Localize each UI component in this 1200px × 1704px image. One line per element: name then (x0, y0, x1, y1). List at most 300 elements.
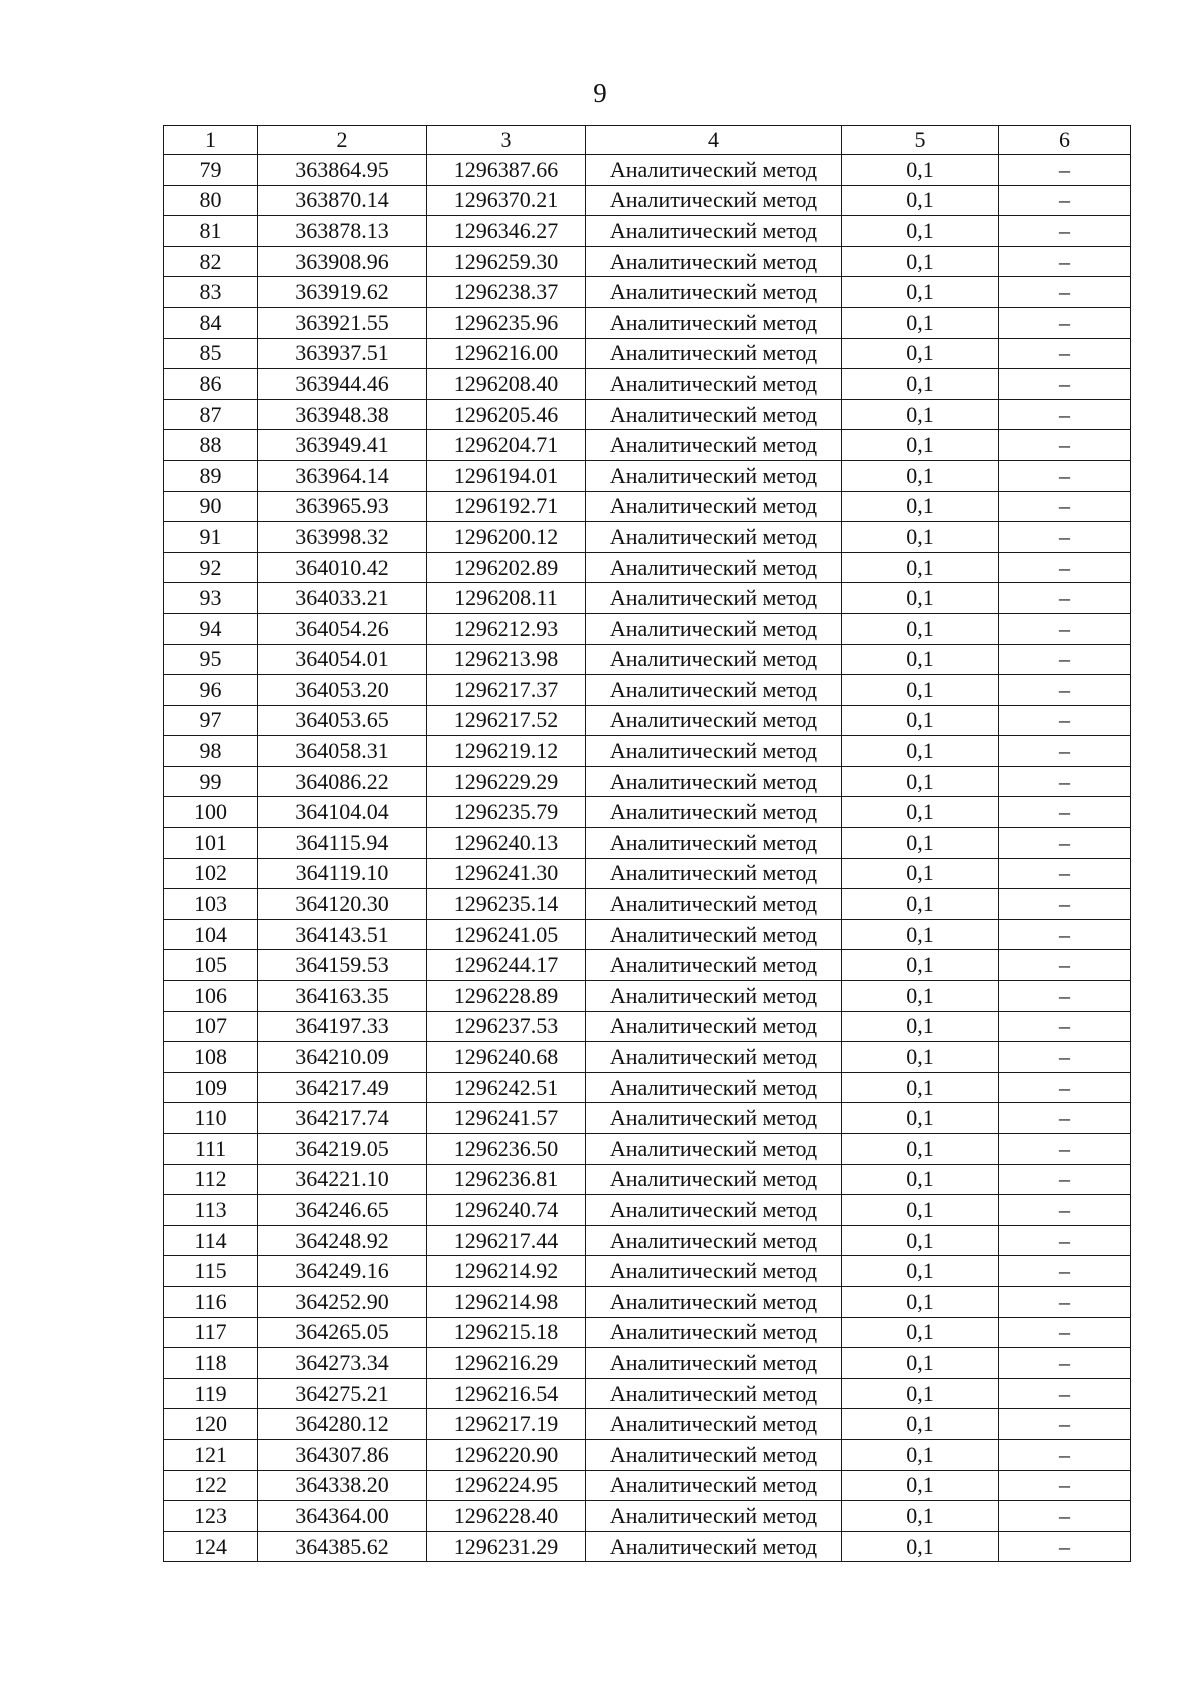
method-cell: Аналитический метод (586, 277, 842, 308)
x-coordinate-cell: 364307.86 (258, 1439, 427, 1470)
point-number-cell: 120 (164, 1409, 258, 1440)
point-number-cell: 102 (164, 858, 258, 889)
y-coordinate-cell: 1296241.05 (427, 919, 586, 950)
point-number-cell: 80 (164, 185, 258, 216)
note-cell: – (999, 1470, 1131, 1501)
x-coordinate-cell: 364053.20 (258, 675, 427, 706)
table-row (164, 522, 1131, 553)
accuracy-cell: 0,1 (842, 889, 999, 920)
x-coordinate-cell: 364252.90 (258, 1286, 427, 1317)
y-coordinate-cell: 1296208.40 (427, 369, 586, 400)
table-row (164, 736, 1131, 767)
y-coordinate-cell: 1296216.00 (427, 338, 586, 369)
accuracy-cell: 0,1 (842, 430, 999, 461)
y-coordinate-cell: 1296205.46 (427, 399, 586, 430)
point-number-cell: 95 (164, 644, 258, 675)
method-cell: Аналитический метод (586, 1317, 842, 1348)
x-coordinate-cell: 364197.33 (258, 1011, 427, 1042)
method-cell: Аналитический метод (586, 155, 842, 186)
y-coordinate-cell: 1296387.66 (427, 155, 586, 186)
x-coordinate-cell: 364033.21 (258, 583, 427, 614)
note-cell: – (999, 246, 1131, 277)
table-body (164, 155, 1131, 1562)
note-cell: – (999, 613, 1131, 644)
x-coordinate-cell: 363864.95 (258, 155, 427, 186)
point-number-cell: 88 (164, 430, 258, 461)
x-coordinate-cell: 364221.10 (258, 1164, 427, 1195)
x-coordinate-cell: 364249.16 (258, 1256, 427, 1287)
note-cell: – (999, 1409, 1131, 1440)
note-cell: – (999, 858, 1131, 889)
y-coordinate-cell: 1296259.30 (427, 246, 586, 277)
note-cell: – (999, 185, 1131, 216)
point-number-cell: 124 (164, 1531, 258, 1562)
y-coordinate-cell: 1296241.57 (427, 1103, 586, 1134)
x-coordinate-cell: 364280.12 (258, 1409, 427, 1440)
table-row (164, 889, 1131, 920)
x-coordinate-cell: 363921.55 (258, 307, 427, 338)
y-coordinate-cell: 1296200.12 (427, 522, 586, 553)
note-cell: – (999, 1225, 1131, 1256)
x-coordinate-cell: 364054.01 (258, 644, 427, 675)
accuracy-cell: 0,1 (842, 185, 999, 216)
table-row (164, 981, 1131, 1012)
page-number: 9 (593, 78, 607, 108)
x-coordinate-cell: 364086.22 (258, 766, 427, 797)
point-number-cell: 100 (164, 797, 258, 828)
accuracy-cell: 0,1 (842, 1164, 999, 1195)
column-header: 5 (842, 126, 999, 155)
y-coordinate-cell: 1296213.98 (427, 644, 586, 675)
note-cell: – (999, 1072, 1131, 1103)
method-cell: Аналитический метод (586, 1042, 842, 1073)
table-row (164, 1348, 1131, 1379)
method-cell: Аналитический метод (586, 919, 842, 950)
point-number-cell: 99 (164, 766, 258, 797)
table-row (164, 644, 1131, 675)
x-coordinate-cell: 364217.74 (258, 1103, 427, 1134)
accuracy-cell: 0,1 (842, 246, 999, 277)
x-coordinate-cell: 363998.32 (258, 522, 427, 553)
table-row (164, 705, 1131, 736)
accuracy-cell: 0,1 (842, 1409, 999, 1440)
y-coordinate-cell: 1296346.27 (427, 216, 586, 247)
method-cell: Аналитический метод (586, 766, 842, 797)
accuracy-cell: 0,1 (842, 1103, 999, 1134)
point-number-cell: 112 (164, 1164, 258, 1195)
table-row (164, 277, 1131, 308)
point-number-cell: 86 (164, 369, 258, 400)
accuracy-cell: 0,1 (842, 1348, 999, 1379)
table-row (164, 460, 1131, 491)
method-cell: Аналитический метод (586, 307, 842, 338)
point-number-cell: 110 (164, 1103, 258, 1134)
table-row (164, 369, 1131, 400)
point-number-cell: 94 (164, 613, 258, 644)
note-cell: – (999, 828, 1131, 859)
note-cell: – (999, 216, 1131, 247)
method-cell: Аналитический метод (586, 981, 842, 1012)
method-cell: Аналитический метод (586, 522, 842, 553)
table-row (164, 1317, 1131, 1348)
y-coordinate-cell: 1296219.12 (427, 736, 586, 767)
y-coordinate-cell: 1296370.21 (427, 185, 586, 216)
y-coordinate-cell: 1296244.17 (427, 950, 586, 981)
table-row (164, 1011, 1131, 1042)
x-coordinate-cell: 364273.34 (258, 1348, 427, 1379)
x-coordinate-cell: 364219.05 (258, 1134, 427, 1165)
y-coordinate-cell: 1296214.98 (427, 1286, 586, 1317)
table-row (164, 1164, 1131, 1195)
x-coordinate-cell: 363919.62 (258, 277, 427, 308)
method-cell: Аналитический метод (586, 858, 842, 889)
note-cell: – (999, 1348, 1131, 1379)
accuracy-cell: 0,1 (842, 797, 999, 828)
y-coordinate-cell: 1296208.11 (427, 583, 586, 614)
accuracy-cell: 0,1 (842, 705, 999, 736)
method-cell: Аналитический метод (586, 613, 842, 644)
point-number-cell: 98 (164, 736, 258, 767)
note-cell: – (999, 1317, 1131, 1348)
point-number-cell: 108 (164, 1042, 258, 1073)
accuracy-cell: 0,1 (842, 522, 999, 553)
point-number-cell: 82 (164, 246, 258, 277)
note-cell: – (999, 1134, 1131, 1165)
y-coordinate-cell: 1296240.74 (427, 1195, 586, 1226)
method-cell: Аналитический метод (586, 644, 842, 675)
note-cell: – (999, 1042, 1131, 1073)
accuracy-cell: 0,1 (842, 675, 999, 706)
y-coordinate-cell: 1296216.54 (427, 1378, 586, 1409)
method-cell: Аналитический метод (586, 338, 842, 369)
x-coordinate-cell: 364246.65 (258, 1195, 427, 1226)
method-cell: Аналитический метод (586, 216, 842, 247)
y-coordinate-cell: 1296235.96 (427, 307, 586, 338)
note-cell: – (999, 1439, 1131, 1470)
method-cell: Аналитический метод (586, 1348, 842, 1379)
coordinates-table (163, 125, 1131, 1562)
y-coordinate-cell: 1296236.50 (427, 1134, 586, 1165)
y-coordinate-cell: 1296217.19 (427, 1409, 586, 1440)
point-number-cell: 93 (164, 583, 258, 614)
accuracy-cell: 0,1 (842, 1042, 999, 1073)
note-cell: – (999, 1286, 1131, 1317)
point-number-cell: 103 (164, 889, 258, 920)
y-coordinate-cell: 1296241.30 (427, 858, 586, 889)
x-coordinate-cell: 364010.42 (258, 552, 427, 583)
point-number-cell: 115 (164, 1256, 258, 1287)
point-number-cell: 91 (164, 522, 258, 553)
x-coordinate-cell: 364119.10 (258, 858, 427, 889)
x-coordinate-cell: 363949.41 (258, 430, 427, 461)
accuracy-cell: 0,1 (842, 613, 999, 644)
note-cell: – (999, 399, 1131, 430)
table-row (164, 675, 1131, 706)
method-cell: Аналитический метод (586, 185, 842, 216)
point-number-cell: 106 (164, 981, 258, 1012)
note-cell: – (999, 338, 1131, 369)
point-number-cell: 117 (164, 1317, 258, 1348)
x-coordinate-cell: 364143.51 (258, 919, 427, 950)
table-row (164, 1470, 1131, 1501)
method-cell: Аналитический метод (586, 1286, 842, 1317)
y-coordinate-cell: 1296192.71 (427, 491, 586, 522)
method-cell: Аналитический метод (586, 1409, 842, 1440)
x-coordinate-cell: 364217.49 (258, 1072, 427, 1103)
table-row (164, 338, 1131, 369)
column-header: 3 (427, 126, 586, 155)
point-number-cell: 105 (164, 950, 258, 981)
accuracy-cell: 0,1 (842, 583, 999, 614)
method-cell: Аналитический метод (586, 1531, 842, 1562)
table-row (164, 491, 1131, 522)
table-row (164, 1103, 1131, 1134)
method-cell: Аналитический метод (586, 1225, 842, 1256)
method-cell: Аналитический метод (586, 1439, 842, 1470)
table-row (164, 1256, 1131, 1287)
method-cell: Аналитический метод (586, 797, 842, 828)
column-header: 2 (258, 126, 427, 155)
point-number-cell: 122 (164, 1470, 258, 1501)
note-cell: – (999, 1501, 1131, 1532)
x-coordinate-cell: 364265.05 (258, 1317, 427, 1348)
note-cell: – (999, 522, 1131, 553)
method-cell: Аналитический метод (586, 889, 842, 920)
point-number-cell: 119 (164, 1378, 258, 1409)
method-cell: Аналитический метод (586, 705, 842, 736)
point-number-cell: 104 (164, 919, 258, 950)
accuracy-cell: 0,1 (842, 1072, 999, 1103)
point-number-cell: 92 (164, 552, 258, 583)
method-cell: Аналитический метод (586, 1134, 842, 1165)
table-row (164, 766, 1131, 797)
table-row (164, 246, 1131, 277)
x-coordinate-cell: 363948.38 (258, 399, 427, 430)
table-row (164, 216, 1131, 247)
accuracy-cell: 0,1 (842, 1501, 999, 1532)
y-coordinate-cell: 1296229.29 (427, 766, 586, 797)
note-cell: – (999, 1195, 1131, 1226)
x-coordinate-cell: 364338.20 (258, 1470, 427, 1501)
note-cell: – (999, 277, 1131, 308)
method-cell: Аналитический метод (586, 491, 842, 522)
point-number-cell: 113 (164, 1195, 258, 1226)
y-coordinate-cell: 1296240.13 (427, 828, 586, 859)
x-coordinate-cell: 364364.00 (258, 1501, 427, 1532)
table-row (164, 1531, 1131, 1562)
method-cell: Аналитический метод (586, 460, 842, 491)
point-number-cell: 118 (164, 1348, 258, 1379)
table-row (164, 1409, 1131, 1440)
table-row (164, 858, 1131, 889)
y-coordinate-cell: 1296242.51 (427, 1072, 586, 1103)
accuracy-cell: 0,1 (842, 1378, 999, 1409)
note-cell: – (999, 307, 1131, 338)
note-cell: – (999, 705, 1131, 736)
table-row (164, 583, 1131, 614)
accuracy-cell: 0,1 (842, 1011, 999, 1042)
note-cell: – (999, 1256, 1131, 1287)
x-coordinate-cell: 364248.92 (258, 1225, 427, 1256)
accuracy-cell: 0,1 (842, 766, 999, 797)
x-coordinate-cell: 363964.14 (258, 460, 427, 491)
point-number-cell: 109 (164, 1072, 258, 1103)
y-coordinate-cell: 1296235.79 (427, 797, 586, 828)
accuracy-cell: 0,1 (842, 1225, 999, 1256)
point-number-cell: 121 (164, 1439, 258, 1470)
x-coordinate-cell: 364054.26 (258, 613, 427, 644)
note-cell: – (999, 491, 1131, 522)
point-number-cell: 101 (164, 828, 258, 859)
table-row (164, 155, 1131, 186)
note-cell: – (999, 950, 1131, 981)
point-number-cell: 81 (164, 216, 258, 247)
accuracy-cell: 0,1 (842, 950, 999, 981)
table-row (164, 1042, 1131, 1073)
column-header: 6 (999, 126, 1131, 155)
table-row (164, 399, 1131, 430)
table-row (164, 1134, 1131, 1165)
y-coordinate-cell: 1296194.01 (427, 460, 586, 491)
y-coordinate-cell: 1296236.81 (427, 1164, 586, 1195)
table-row (164, 1439, 1131, 1470)
accuracy-cell: 0,1 (842, 307, 999, 338)
note-cell: – (999, 675, 1131, 706)
y-coordinate-cell: 1296228.40 (427, 1501, 586, 1532)
accuracy-cell: 0,1 (842, 369, 999, 400)
note-cell: – (999, 430, 1131, 461)
note-cell: – (999, 889, 1131, 920)
table-header-row (164, 126, 1131, 155)
y-coordinate-cell: 1296238.37 (427, 277, 586, 308)
x-coordinate-cell: 363870.14 (258, 185, 427, 216)
accuracy-cell: 0,1 (842, 460, 999, 491)
accuracy-cell: 0,1 (842, 552, 999, 583)
x-coordinate-cell: 363937.51 (258, 338, 427, 369)
method-cell: Аналитический метод (586, 430, 842, 461)
note-cell: – (999, 1531, 1131, 1562)
y-coordinate-cell: 1296240.68 (427, 1042, 586, 1073)
y-coordinate-cell: 1296217.44 (427, 1225, 586, 1256)
y-coordinate-cell: 1296216.29 (427, 1348, 586, 1379)
x-coordinate-cell: 363944.46 (258, 369, 427, 400)
table-row (164, 430, 1131, 461)
y-coordinate-cell: 1296220.90 (427, 1439, 586, 1470)
method-cell: Аналитический метод (586, 1501, 842, 1532)
method-cell: Аналитический метод (586, 552, 842, 583)
x-coordinate-cell: 364210.09 (258, 1042, 427, 1073)
method-cell: Аналитический метод (586, 1195, 842, 1226)
accuracy-cell: 0,1 (842, 1317, 999, 1348)
y-coordinate-cell: 1296235.14 (427, 889, 586, 920)
y-coordinate-cell: 1296217.37 (427, 675, 586, 706)
note-cell: – (999, 919, 1131, 950)
table-row (164, 828, 1131, 859)
x-coordinate-cell: 364115.94 (258, 828, 427, 859)
table-row (164, 1501, 1131, 1532)
accuracy-cell: 0,1 (842, 277, 999, 308)
note-cell: – (999, 981, 1131, 1012)
point-number-cell: 123 (164, 1501, 258, 1532)
point-number-cell: 89 (164, 460, 258, 491)
x-coordinate-cell: 363965.93 (258, 491, 427, 522)
method-cell: Аналитический метод (586, 369, 842, 400)
x-coordinate-cell: 364058.31 (258, 736, 427, 767)
note-cell: – (999, 736, 1131, 767)
method-cell: Аналитический метод (586, 736, 842, 767)
accuracy-cell: 0,1 (842, 858, 999, 889)
table-row (164, 552, 1131, 583)
point-number-cell: 107 (164, 1011, 258, 1042)
y-coordinate-cell: 1296228.89 (427, 981, 586, 1012)
x-coordinate-cell: 364385.62 (258, 1531, 427, 1562)
method-cell: Аналитический метод (586, 1011, 842, 1042)
accuracy-cell: 0,1 (842, 1470, 999, 1501)
accuracy-cell: 0,1 (842, 919, 999, 950)
method-cell: Аналитический метод (586, 1256, 842, 1287)
note-cell: – (999, 797, 1131, 828)
x-coordinate-cell: 364104.04 (258, 797, 427, 828)
x-coordinate-cell: 363878.13 (258, 216, 427, 247)
y-coordinate-cell: 1296202.89 (427, 552, 586, 583)
accuracy-cell: 0,1 (842, 216, 999, 247)
accuracy-cell: 0,1 (842, 1286, 999, 1317)
y-coordinate-cell: 1296231.29 (427, 1531, 586, 1562)
point-number-cell: 111 (164, 1134, 258, 1165)
method-cell: Аналитический метод (586, 1378, 842, 1409)
point-number-cell: 114 (164, 1225, 258, 1256)
y-coordinate-cell: 1296217.52 (427, 705, 586, 736)
table-row (164, 919, 1131, 950)
note-cell: – (999, 1103, 1131, 1134)
point-number-cell: 96 (164, 675, 258, 706)
accuracy-cell: 0,1 (842, 491, 999, 522)
column-header: 4 (586, 126, 842, 155)
x-coordinate-cell: 364163.35 (258, 981, 427, 1012)
y-coordinate-cell: 1296204.71 (427, 430, 586, 461)
accuracy-cell: 0,1 (842, 1256, 999, 1287)
table-row (164, 307, 1131, 338)
point-number-cell: 79 (164, 155, 258, 186)
accuracy-cell: 0,1 (842, 736, 999, 767)
accuracy-cell: 0,1 (842, 1531, 999, 1562)
method-cell: Аналитический метод (586, 1470, 842, 1501)
method-cell: Аналитический метод (586, 950, 842, 981)
table-row (164, 1378, 1131, 1409)
accuracy-cell: 0,1 (842, 644, 999, 675)
table-row (164, 797, 1131, 828)
accuracy-cell: 0,1 (842, 399, 999, 430)
x-coordinate-cell: 364120.30 (258, 889, 427, 920)
note-cell: – (999, 1164, 1131, 1195)
note-cell: – (999, 369, 1131, 400)
table-row (164, 185, 1131, 216)
note-cell: – (999, 583, 1131, 614)
method-cell: Аналитический метод (586, 399, 842, 430)
method-cell: Аналитический метод (586, 1072, 842, 1103)
point-number-cell: 85 (164, 338, 258, 369)
accuracy-cell: 0,1 (842, 828, 999, 859)
method-cell: Аналитический метод (586, 675, 842, 706)
y-coordinate-cell: 1296215.18 (427, 1317, 586, 1348)
table-row (164, 1286, 1131, 1317)
note-cell: – (999, 460, 1131, 491)
note-cell: – (999, 766, 1131, 797)
accuracy-cell: 0,1 (842, 338, 999, 369)
column-header: 1 (164, 126, 258, 155)
table-row (164, 1072, 1131, 1103)
accuracy-cell: 0,1 (842, 1439, 999, 1470)
